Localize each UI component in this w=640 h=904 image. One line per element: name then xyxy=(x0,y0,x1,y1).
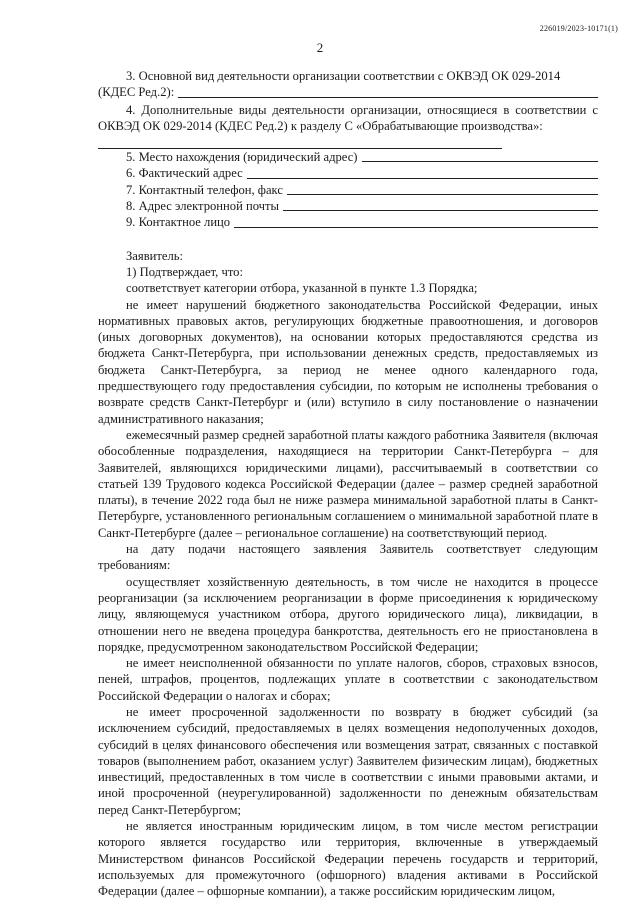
item-9-field xyxy=(98,214,598,230)
paragraph-tax-obligations: не имеет неисполненной обязанности по уплате налогов, сборов, страховых взносов, пеней, штрафов, процентов, подлежащих уплате в соответствии с законодательством Российской Федерации о налогах и сборах; xyxy=(98,656,598,703)
item-4-additional-activities: 4. Дополнительные виды деятельности организации, относящиеся в соответствии с ОКВЭД ОК 029-2014 (КДЕС Ред.2) к разделу С «Обрабатывающие производства»: xyxy=(98,102,598,133)
paragraph-average-salary: ежемесячный размер средней заработной платы каждого работника Заявителя (включая обособленные подразделения, находящиеся на территории Санкт-Петербурга – для Заявителей, являющихся юридическими лицами), рассчитываемый в соответствии со статьей 139 Трудового кодекса Российской Федерации (далее – размер средней заработной платы), в течение 2022 года был не ниже размера минимальной заработной платы в Санкт-Петербурге, установленного региональным соглашением о минимальной заработной плате в Санкт-Петербурге (далее – региональное соглашение) на соответствующий период. xyxy=(98,427,599,540)
item-7-blank-line xyxy=(287,193,598,195)
item-4-blank-line xyxy=(98,134,502,149)
confirms-heading: 1) Подтверждает, что: xyxy=(126,264,243,279)
paragraph-requirements-intro: на дату подачи настоящего заявления Заявитель соответствует следующим требованиям: xyxy=(98,542,598,573)
item-6-label: 6. Фактический адрес xyxy=(126,166,243,181)
item-7-label: 7. Контактный телефон, факс xyxy=(126,182,283,197)
item-8-label: 8. Адрес электронной почты xyxy=(126,199,279,214)
item-7-field xyxy=(98,182,598,198)
item-5-blank-line xyxy=(362,160,599,162)
item-9-label: 9. Контактное лицо xyxy=(126,215,231,230)
paragraph-foreign-entity: не является иностранным юридическим лицом, в том числе местом регистрации которого является государство или территория, включенные в утверждаемый Министерством финансов Российской Федерации перечень государств и территорий, используемых для промежуточного (офшорного) владения активами в Российской Федерации (далее – офшорные компании), а также российским юридическим лицом, xyxy=(98,819,598,899)
applicant-heading: Заявитель: xyxy=(126,248,183,263)
paragraph-category: соответствует категории отбора, указанной в пункте 1.3 Порядка; xyxy=(126,281,478,296)
document-body xyxy=(98,68,598,900)
item-6-blank-line xyxy=(247,177,598,179)
paragraph-budget-violations: не имеет нарушений бюджетного законодательства Российской Федерации, иных нормативных правовых актов, регулирующих бюджетные правоотношения, и договоров (иных договорных документов), на основании которых предоставляются средства из бюджета Санкт-Петербурга, при использовании денежных средств, предоставляемых из бюджета Санкт-Петербурга, за период не менее одного календарного года, предшествующего году предоставления субсидии, по которым не исполнены требования о возврате средств Санкт-Петербург и (или) вступило в силу постановление о назначении административного наказания; xyxy=(98,297,598,426)
item-6-field xyxy=(98,165,598,181)
item-3-field xyxy=(98,84,598,100)
paragraph-overdue-debt: не имеет просроченной задолженности по возврату в бюджет субсидий (за исключением субсидий, предоставляемых в целях возмещения недополученных доходов, субсидий в целях финансового обеспечения или возмещения затрат, связанных с поставкой товаров (выполнением работ, оказанием услуг) Заявителем физическим лицам), бюджетных инвестиций, предоставленных в том числе в соответствии с иными правовыми актами, и иной просроченной (неурегулированной) задолженности по денежным обязательствам перед Санкт-Петербургом; xyxy=(98,704,598,817)
item-3-blank-line xyxy=(178,96,598,98)
item-9-blank-line xyxy=(234,226,598,228)
item-8-field xyxy=(98,198,598,214)
item-3-main-activity: 3. Основной вид деятельности организации соответствии с ОКВЭД ОК 029-2014 xyxy=(126,69,561,83)
item-5-field xyxy=(98,149,598,165)
item-3-label: (КДЕС Ред.2): xyxy=(98,85,175,100)
item-8-blank-line xyxy=(283,209,598,211)
page-number: 2 xyxy=(316,40,324,55)
document-number: 226019/2023-10171(1) xyxy=(539,24,618,33)
item-5-label: 5. Место нахождения (юридический адрес) xyxy=(126,150,358,165)
paragraph-business-activity: осуществляет хозяйственную деятельность, в том числе не находится в процессе реорганизации (за исключением реорганизации в форме присоединения к юридическому лицу, являющемуся участником отбора, другого юридического лица), ликвидации, в отношении него не введена процедура банкротства, деятельность его не приостановлена в порядке, предусмотренном законодательством Российской Федерации; xyxy=(98,574,598,654)
